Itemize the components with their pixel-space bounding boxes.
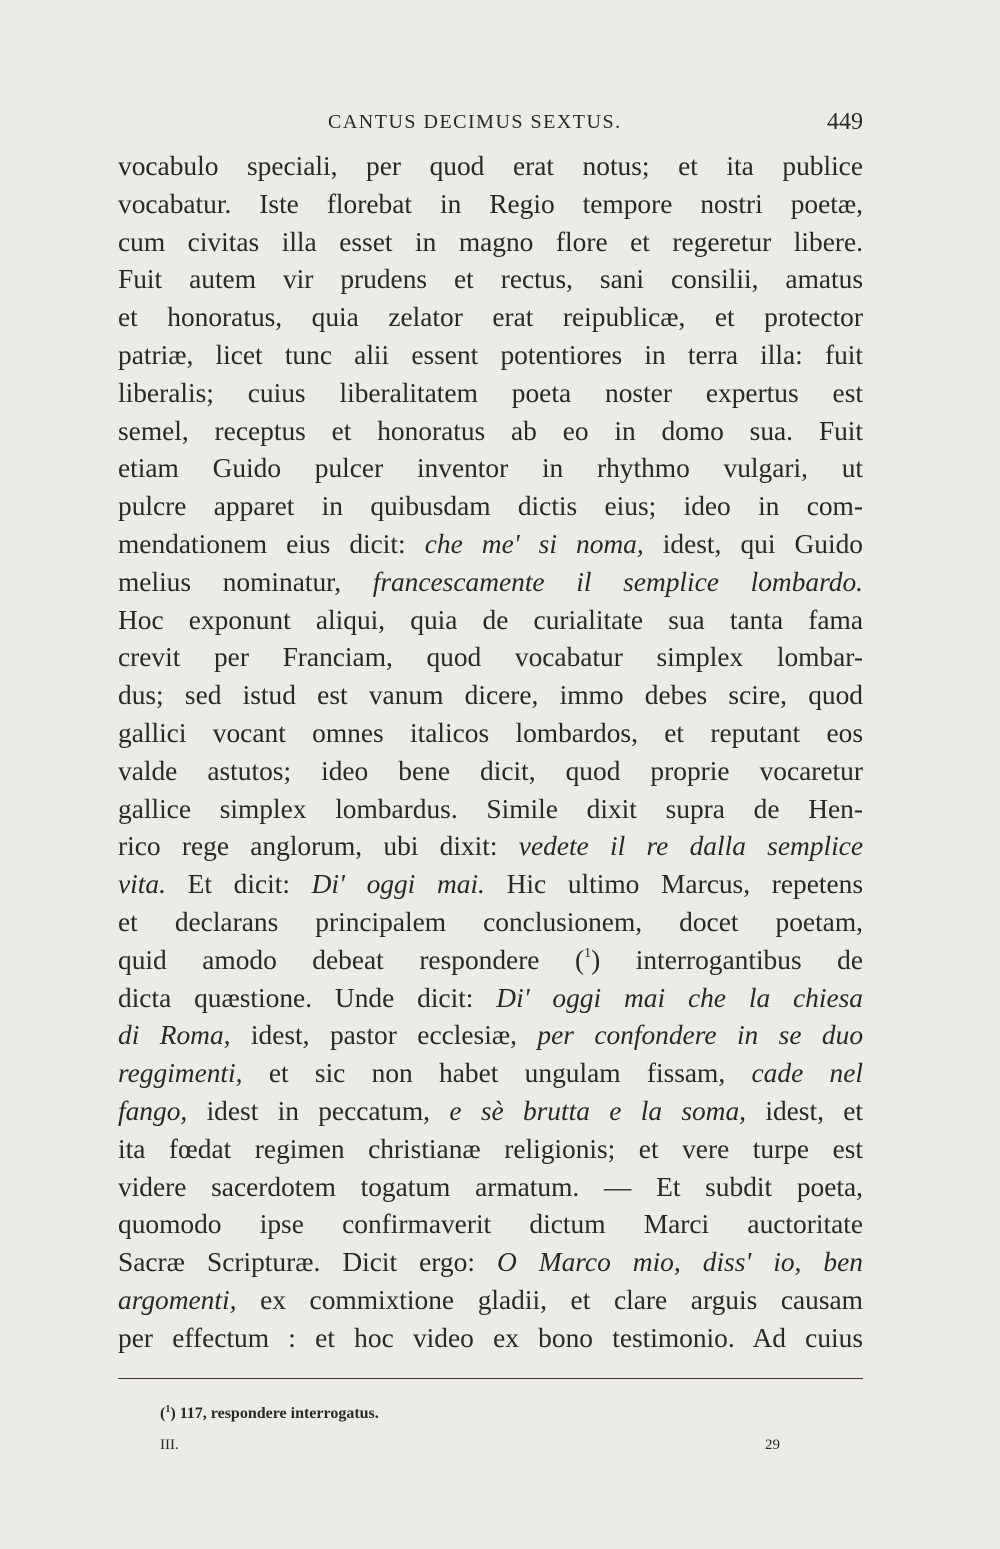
running-title: CANTUS DECIMUS SEXTUS. <box>328 111 622 133</box>
sheet-signature: 29 <box>765 1437 780 1453</box>
text-run: semel, receptus et honoratus ab eo in domo sua. Fuit <box>118 415 863 446</box>
text-run: quomodo ipse confirmaverit dictum Marci auctoritate <box>118 1209 863 1240</box>
footnote <box>160 1403 379 1425</box>
text-line <box>118 1320 863 1358</box>
footnote-marker: 1 <box>165 1404 171 1415</box>
text-run: ) interrogantibus de <box>591 944 863 975</box>
text-run: et declarans principalem conclusionem, docet poetam, <box>118 906 863 937</box>
text-line <box>118 1282 863 1320</box>
text-run: videre sacerdotem togatum armatum. — Et subdit poeta, <box>118 1171 863 1202</box>
text-line <box>118 904 863 942</box>
text-run: patriæ, licet tunc alii essent potentiores in terra illa: fuit <box>118 339 863 370</box>
italic-quotation: vedete il re dalla semplice <box>518 831 863 862</box>
text-line <box>118 753 863 791</box>
footnote-open-paren: ( <box>160 1405 166 1422</box>
text-run: idest, et <box>746 1095 863 1126</box>
text-line <box>118 1131 863 1169</box>
text-line <box>118 677 863 715</box>
text-run: vocabatur. Iste florebat in Regio tempore nostri poetæ, <box>118 188 863 219</box>
body-text <box>118 148 863 1358</box>
text-run: per effectum : et hoc video ex bono testimonio. Ad cuius <box>118 1322 863 1353</box>
text-line <box>118 148 863 186</box>
text-line <box>118 791 863 829</box>
italic-quotation: Di' oggi mai che la chiesa <box>496 982 863 1013</box>
italic-quotation: francescamente il semplice lombardo. <box>372 566 863 597</box>
italic-quotation: argomenti, <box>118 1284 237 1315</box>
text-run: dus; sed istud est vanum dicere, immo debes scire, quod <box>118 680 863 711</box>
text-run: idest, qui Guido <box>643 528 863 559</box>
volume-signature: III. <box>160 1437 179 1453</box>
italic-quotation: che me' si noma, <box>424 528 644 559</box>
text-run: Sacræ Scripturæ. Dicit ergo: <box>118 1247 497 1278</box>
text-line <box>118 488 863 526</box>
text-run: etiam Guido pulcer inventor in rhythmo vulgari, ut <box>118 453 863 484</box>
text-line <box>118 942 863 980</box>
text-run: ex commixtione gladii, et clare arguis causam <box>236 1284 863 1315</box>
text-line <box>118 299 863 337</box>
text-run: gallici vocant omnes italicos lombardos, et reputant eos <box>118 717 863 748</box>
text-line <box>118 866 863 904</box>
running-head <box>118 104 863 140</box>
footnote-text: 117, respondere interrogatus. <box>175 1405 379 1422</box>
text-line <box>118 224 863 262</box>
footnote-close-paren: ) <box>170 1405 176 1422</box>
text-run: crevit per Franciam, quod vocabatur simplex lombar- <box>118 642 863 673</box>
text-run: quid amodo debeat respondere ( <box>118 944 585 975</box>
footnote-reference: 1 <box>584 945 592 961</box>
text-line <box>118 1093 863 1131</box>
italic-quotation: reggimenti, <box>118 1058 243 1089</box>
italic-quotation: cade nel <box>751 1058 863 1089</box>
text-line <box>118 337 863 375</box>
italic-quotation: per confondere in se duo <box>537 1020 863 1051</box>
text-line <box>118 980 863 1018</box>
text-line <box>118 526 863 564</box>
italic-quotation: di Roma, <box>118 1020 231 1051</box>
text-run: idest in peccatum, <box>187 1095 450 1126</box>
text-line <box>118 1244 863 1282</box>
text-run: melius nominatur, <box>118 566 373 597</box>
italic-quotation: fango, <box>118 1095 188 1126</box>
text-line <box>118 639 863 677</box>
text-run: cum civitas illa esset in magno flore et regeretur libere. <box>118 226 863 257</box>
text-line <box>118 828 863 866</box>
text-line <box>118 450 863 488</box>
text-line <box>118 375 863 413</box>
text-run: vocabulo speciali, per quod erat notus; et ita publice <box>118 151 863 181</box>
page-number: 449 <box>827 109 863 135</box>
text-run: ita fœdat regimen christianæ religionis; et vere turpe est <box>118 1133 863 1164</box>
text-run: pulcre apparet in quibusdam dictis eius; ideo in com- <box>118 491 863 522</box>
text-run: rico rege anglorum, ubi dixit: <box>118 831 519 862</box>
text-line <box>118 186 863 224</box>
text-run: et sic non habet ungulam fissam, <box>242 1058 752 1089</box>
text-line <box>118 261 863 299</box>
text-line <box>118 715 863 753</box>
text-run: valde astutos; ideo bene dicit, quod proprie vocaretur <box>118 755 863 786</box>
italic-quotation: vita. <box>118 869 166 900</box>
text-line <box>118 564 863 602</box>
italic-quotation: e sè brutta e la soma, <box>449 1095 747 1126</box>
text-line <box>118 1206 863 1244</box>
text-line <box>118 1055 863 1093</box>
text-run: gallice simplex lombardus. Simile dixit supra de Hen- <box>118 793 863 824</box>
text-line <box>118 413 863 451</box>
italic-quotation: Di' oggi mai. <box>311 869 485 900</box>
text-run: liberalis; cuius liberalitatem poeta noster expertus est <box>118 377 863 408</box>
footnote-rule <box>118 1378 863 1379</box>
text-line <box>118 1169 863 1207</box>
italic-quotation: O Marco mio, diss' io, ben <box>496 1247 863 1278</box>
text-run: Fuit autem vir prudens et rectus, sani consilii, amatus <box>118 264 863 295</box>
signature-row <box>160 1434 800 1456</box>
text-line <box>118 602 863 640</box>
text-run: dicta quæstione. Unde dicit: <box>118 982 497 1013</box>
text-run: idest, pastor ecclesiæ, <box>230 1020 538 1051</box>
text-run: mendationem eius dicit: <box>118 528 425 559</box>
text-run: Hoc exponunt aliqui, quia de curialitate sua tanta fama <box>118 604 863 635</box>
text-line <box>118 1017 863 1055</box>
text-run: Et dicit: <box>165 869 312 900</box>
text-run: et honoratus, quia zelator erat reipublicæ, et protector <box>118 302 863 333</box>
text-run: Hic ultimo Marcus, repetens <box>484 869 863 900</box>
